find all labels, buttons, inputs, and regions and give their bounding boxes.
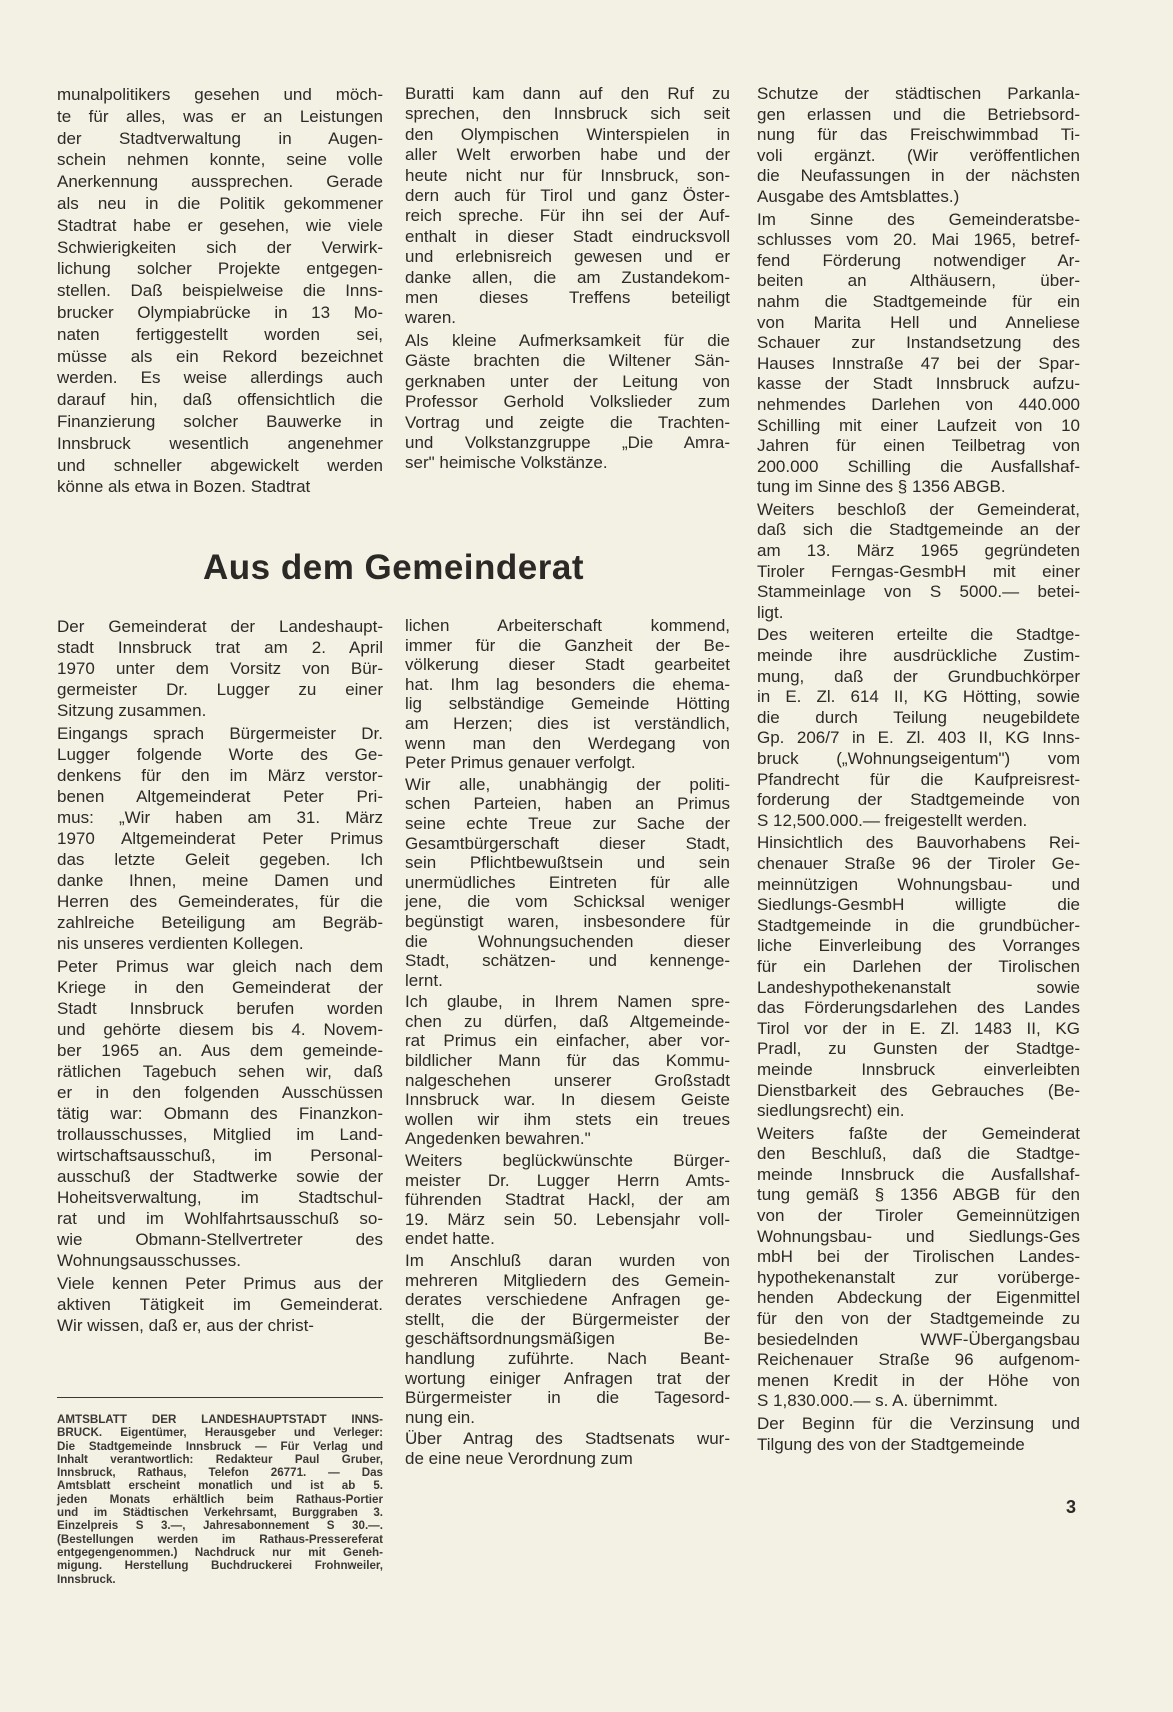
text-line: Gp. 206/7 in E. Zl. 403 II, KG Inns- — [757, 728, 1080, 748]
text-line: und schneller abgewickelt werden — [57, 455, 383, 475]
text-line: Schilling mit einer Laufzeit von 10 — [757, 415, 1080, 435]
column-left-top — [57, 84, 383, 498]
text-line: BRUCK. Eigentümer, Herausgeber und Verleger: — [57, 1426, 383, 1440]
text-line: naten fertiggestellt worden sei, — [57, 324, 383, 344]
text-line: jene, die vom Schicksal weniger — [405, 892, 730, 912]
text-line: Der Beginn für die Verzinsung und — [757, 1414, 1080, 1433]
text-line: geschäftsordnungsmäßigen Be- — [405, 1329, 730, 1349]
text-line: hat. Ihm lag besonders die ehema- — [405, 674, 730, 694]
text-line: Schauer zur Instandsetzung des — [757, 333, 1080, 353]
text-line: aller Welt erworben habe und der — [405, 145, 730, 165]
paragraph — [405, 331, 730, 474]
text-line: stadt Innsbruck trat am 2. April — [57, 638, 383, 657]
text-line: meinde ihre ausdrückliche Zustim- — [757, 646, 1080, 666]
text-line: te für alles, was er an Leistungen — [57, 106, 383, 126]
text-line: Reichenauer Straße 96 aufgenom- — [757, 1350, 1080, 1370]
text-line: als neu in die Politik gekommener — [57, 193, 383, 213]
text-line: Sitzung zusammen. — [57, 701, 207, 720]
text-line: danke Ihnen, meine Damen und — [57, 871, 383, 890]
text-line: rätlichen Tagebuch sehen wir, daß — [57, 1062, 383, 1081]
text-line: schlusses vom 20. Mai 1965, betref- — [757, 230, 1080, 250]
section-heading: Aus dem Gemeinderat — [203, 548, 584, 587]
text-line: voli ergänzt. (Wir veröffentlichen — [757, 145, 1080, 165]
text-line: bildlicher Mann für das Kommu- — [405, 1051, 730, 1071]
text-line: Innsbruck, Rathaus, Telefon 26771. — Das — [57, 1466, 383, 1480]
text-line: (Bestellungen werden im Rathaus-Pressereferat — [57, 1532, 383, 1546]
text-line: Hinsichtlich des Bauvorhabens Rei- — [757, 833, 1080, 853]
text-line: seine echte Treue zur Sache der — [405, 813, 730, 833]
text-line: die Wohnungsuchenden dieser — [405, 931, 730, 951]
text-line: Tirol vor der in E. Zl. 1483 II, KG — [757, 1018, 1080, 1038]
text-line: nung ein. — [405, 1407, 475, 1427]
text-line: aktiven Tätigkeit im Gemeinderat. — [57, 1295, 383, 1314]
text-line: munalpolitikers gesehen und möch- — [57, 85, 383, 104]
text-line: meister Dr. Lugger Herrn Amts- — [405, 1170, 730, 1190]
text-line: das letzte Geleit gegeben. Ich — [57, 850, 383, 869]
text-line: tätig war: Obmann des Finanzkon- — [57, 1104, 383, 1123]
text-line: Landeshypothekenanstalt sowie — [757, 977, 1080, 997]
text-line: müsse als ein Rekord bezeichnet — [57, 346, 383, 366]
text-line: Inhalt verantwortlich: Redakteur Paul Gruber, — [57, 1452, 383, 1466]
text-line: nung für das Freischwimmbad Ti- — [757, 125, 1080, 145]
text-line: heute nicht nur für Innsbruck, son- — [405, 165, 730, 185]
text-line: tung im Sinne des § 1356 ABGB. — [757, 477, 1006, 497]
text-line: Einzelpreis S 3.—, Jahresabonnement S 30.—. — [57, 1519, 383, 1533]
text-line: Tiroler Ferngas-GesmbH mit einer — [757, 561, 1080, 581]
text-line: germeister Dr. Lugger zu einer — [57, 680, 383, 699]
text-line: migung. Herstellung Buchdruckerei Frohnweiler, — [57, 1559, 383, 1573]
text-line: brucker Olympiabrücke in 13 Mo- — [57, 302, 383, 322]
text-line: Pfandrecht für die Kaufpreisrest- — [757, 769, 1080, 789]
text-line: 200.000 Schilling die Ausfallshaf- — [757, 456, 1080, 476]
text-line: Weiters beschloß der Gemeinderat, — [757, 499, 1080, 519]
paragraph — [405, 992, 730, 1149]
text-line: und gehörte diesem bis 4. Novem- — [57, 1020, 383, 1039]
text-line: Stammeinlage von S 5000.— betei- — [757, 582, 1080, 602]
text-line: Tilgung des von der Stadtgemeinde — [757, 1434, 1025, 1454]
text-line: stellen. Daß beispielweise die Inns- — [57, 281, 383, 301]
imprint-box — [57, 1413, 383, 1586]
text-line: der Stadtverwaltung in Augen- — [57, 128, 383, 148]
text-line: 19. März sein 50. Lebensjahr voll- — [405, 1209, 730, 1229]
text-line: mus: „Wir haben am 31. März — [57, 808, 383, 827]
text-line: nahm die Stadtgemeinde für ein — [757, 291, 1080, 311]
paragraph — [405, 84, 730, 329]
text-line: Jahren für einen Teilbetrag von — [757, 436, 1080, 456]
text-line: und erlebnisreich gewesen und er — [405, 247, 730, 267]
text-line: 1970 Altgemeinderat Peter Primus — [57, 829, 383, 848]
text-line: Finanzierung solcher Bauwerke in — [57, 411, 383, 431]
text-line: zahlreiche Beteiligung am Begräb- — [57, 913, 383, 932]
paragraph — [405, 1251, 730, 1427]
text-line: dern auch für Tirol und ganz Öster- — [405, 186, 730, 206]
text-line: Vortrag und zeigte die Trachten- — [405, 412, 730, 432]
text-line: denkens für den im März verstor- — [57, 766, 383, 785]
text-line: danke allen, die am Zustandekom- — [405, 267, 730, 287]
text-line: lernt. — [405, 970, 443, 990]
text-line: benen Altgemeinderat Peter Pri- — [57, 787, 383, 806]
text-line: er in den folgenden Ausschüssen — [57, 1083, 383, 1102]
text-line: sein Pflichtbewußtsein und sein — [405, 853, 730, 873]
paragraph — [757, 84, 1080, 208]
text-line: Weiters beglückwünschte Bürger- — [405, 1151, 730, 1171]
text-line: Über Antrag des Stadtsenats wur- — [405, 1429, 730, 1449]
text-line: wie Obmann-Stellvertreter des — [57, 1230, 383, 1249]
text-line: liche Einverleibung des Vorranges — [757, 936, 1080, 956]
text-line: chen zu dürfen, daß Altgemeinde- — [405, 1011, 730, 1031]
text-line: werden. Es weise allerdings auch — [57, 368, 383, 388]
text-line: Stadtrat habe er gesehen, wie viele — [57, 215, 383, 235]
text-line: Siedlungs-GesmbH willigte die — [757, 895, 1080, 915]
text-line: lichen Arbeiterschaft kommend, — [405, 616, 730, 635]
text-line: mbH bei der Tirolischen Landes- — [757, 1247, 1080, 1267]
text-line: die durch Teilung neugebildete — [757, 707, 1080, 727]
text-line: für den von der Stadtgemeinde zu — [757, 1309, 1080, 1329]
text-line: de eine neue Verordnung zum — [405, 1448, 633, 1468]
text-line: in E. Zl. 614 II, KG Hötting, sowie — [757, 687, 1080, 707]
text-line: Stadt, schätzen- und kennenge- — [405, 951, 730, 971]
paragraph — [405, 616, 730, 773]
text-line: den Beschluß, daß die Stadtge- — [757, 1144, 1080, 1164]
column-left-bottom — [57, 616, 383, 1336]
text-line: ber 1965 an. Aus dem gemeinde- — [57, 1041, 383, 1060]
text-line: Dienstbarkeit des Gebrauches (Be- — [757, 1080, 1080, 1100]
text-line: Gäste brachten die Wiltener Sän- — [405, 351, 730, 371]
text-line: forderung der Stadtgemeinde von — [757, 790, 1080, 810]
paragraph — [757, 500, 1080, 624]
text-line: am 13. März 1965 gegründeten — [757, 541, 1080, 561]
text-line: entgegengenommen.) Nachdruck nur mit Geneh- — [57, 1545, 383, 1559]
text-line: begünstigt waren, insbesondere für — [405, 911, 730, 931]
paragraph — [405, 1151, 730, 1249]
text-line: Innsbruck. — [57, 1572, 116, 1586]
text-line: menen Kredit in der Höhe von — [757, 1370, 1080, 1390]
text-line: ser" heimische Volkstänze. — [405, 453, 608, 473]
text-line: die Neufassungen in der nächsten — [757, 166, 1080, 186]
text-line: Hauses Innstraße 47 bei der Spar- — [757, 353, 1080, 373]
text-line: Wohnungsbau- und Siedlungs-Ges — [757, 1226, 1080, 1246]
text-line: besiedelnden WWF-Übergangsbau — [757, 1329, 1080, 1349]
text-line: Kriege in den Gemeinderat der — [57, 978, 383, 997]
text-line: Buratti kam dann auf den Ruf zu — [405, 84, 730, 103]
text-line: und Volkstanzgruppe „Die Amra- — [405, 432, 730, 452]
text-line: trollausschusses, Mitglied im Land- — [57, 1125, 383, 1144]
text-line: bruck („Wohnungseigentum") vom — [757, 749, 1080, 768]
text-line: nalgeschehen unserer Großstadt — [405, 1070, 730, 1090]
column-middle-top — [405, 84, 730, 474]
text-line: AMTSBLATT DER LANDESHAUPTSTADT INNS- — [57, 1413, 383, 1426]
text-line: jeden Monats erhältlich beim Rathaus-Portier — [57, 1492, 383, 1506]
text-line: gerknaben unter der Leitung von — [405, 371, 730, 391]
text-line: siedlungsrecht) ein. — [757, 1101, 905, 1121]
page-number: 3 — [1066, 1497, 1077, 1517]
paragraph — [57, 616, 383, 721]
text-line: men dieses Treffens beteiligt — [405, 288, 730, 308]
text-line: und im Städtischen Verkehrsamt, Burggraben 3. — [57, 1506, 383, 1520]
text-line: lichung solcher Projekte entgegen- — [57, 259, 383, 279]
text-line: Im Anschluß daran wurden von — [405, 1251, 730, 1270]
text-line: 1970 unter dem Vorsitz von Bür- — [57, 659, 383, 678]
text-line: von der Tiroler Gemeinnützigen — [757, 1206, 1080, 1226]
imprint-divider — [57, 1397, 383, 1398]
paragraph — [57, 1413, 383, 1586]
text-line: Innsbruck war. In diesem Geiste — [405, 1090, 730, 1110]
column-right — [757, 84, 1080, 1455]
text-line: daß sich die Stadtgemeinde an der — [757, 520, 1080, 540]
text-line: Peter Primus genauer verfolgt. — [405, 753, 636, 773]
text-line: meinnützigen Wohnungsbau- und — [757, 874, 1080, 894]
text-line: Pradl, zu Gunsten der Stadtge- — [757, 1039, 1080, 1059]
text-line: rat und im Wohlfahrtsausschuß so- — [57, 1209, 383, 1228]
text-line: wenn man den Werdegang von — [405, 733, 730, 753]
text-line: Hoheitsverwaltung, im Stadtschul- — [57, 1188, 383, 1207]
text-line: Innsbruck wesentlich angenehmer — [57, 433, 383, 453]
paragraph — [405, 775, 730, 991]
text-line: führenden Stadtrat Hackl, der am — [405, 1190, 730, 1210]
text-line: Wir wissen, daß er, aus der christ- — [57, 1316, 314, 1335]
text-line: meinde Innsbruck einverleibten — [757, 1059, 1080, 1079]
text-line: Im Sinne des Gemeinderatsbe- — [757, 209, 1080, 229]
text-line: wortung einiger Anfragen trat der — [405, 1368, 730, 1388]
text-line: Ausgabe des Amtsblattes.) — [757, 186, 960, 206]
text-line: schen Parteien, haben an Primus — [405, 794, 730, 814]
text-line: Herren des Gemeinderates, für die — [57, 892, 383, 911]
text-line: tung gemäß § 1356 ABGB für den — [757, 1185, 1080, 1205]
text-line: wollen wir ihm stets ein treues — [405, 1109, 730, 1129]
text-line: lig selbständige Gemeinde Hötting — [405, 694, 730, 714]
text-line: meinde Innsbruck die Ausfallshaf- — [757, 1164, 1080, 1184]
text-line: endet hatte. — [405, 1229, 495, 1249]
text-line: Viele kennen Peter Primus aus der — [57, 1274, 383, 1293]
text-line: für ein Darlehen der Tirolischen — [757, 956, 1080, 976]
text-line: Des weiteren erteilte die Stadtge- — [757, 625, 1080, 645]
text-line: immer für die Ganzheit der Be- — [405, 635, 730, 655]
text-line: am Herzen; dies ist verständlich, — [405, 713, 730, 733]
paragraph — [57, 1273, 383, 1336]
text-line: handlung zuführte. Nach Beant- — [405, 1348, 730, 1368]
text-line: völkerung dieser Stadt gearbeitet — [405, 655, 730, 675]
text-line: Peter Primus war gleich nach dem — [57, 957, 383, 976]
text-line: darauf hin, daß offensichtlich die — [57, 390, 383, 410]
text-line: Wohnungsausschusses. — [57, 1251, 241, 1270]
text-line: ligt. — [757, 602, 784, 622]
text-line: Ich glaube, in Ihrem Namen spre- — [405, 992, 730, 1012]
text-line: schein nehmen konnte, seine volle — [57, 150, 383, 170]
text-line: Schwierigkeiten sich der Verwirk- — [57, 237, 383, 257]
text-line: gen erlassen und die Betriebsord- — [757, 104, 1080, 124]
text-line: Anerkennung aussprechen. Gerade — [57, 172, 383, 192]
text-line: mehreren Mitgliedern des Gemein- — [405, 1270, 730, 1290]
text-line: den Olympischen Winterspielen in — [405, 124, 730, 144]
text-line: Schutze der städtischen Parkanla- — [757, 84, 1080, 103]
text-line: wirtschaftsausschuß, im Personal- — [57, 1146, 383, 1165]
text-line: nehmendes Darlehen von 440.000 — [757, 394, 1080, 414]
paragraph — [57, 84, 383, 498]
paragraph — [757, 833, 1080, 1121]
text-line: kasse der Stadt Innsbruck aufzu- — [757, 374, 1080, 394]
paragraph — [57, 956, 383, 1271]
text-line: enthalt in dieser Stadt eindrucksvoll — [405, 226, 730, 246]
text-line: Weiters faßte der Gemeinderat — [757, 1123, 1080, 1143]
text-line: könne als etwa in Bozen. Stadtrat — [57, 477, 311, 497]
paragraph — [757, 1414, 1080, 1455]
text-line: Als kleine Aufmerksamkeit für die — [405, 330, 730, 350]
text-line: fend Förderung notwendiger Ar- — [757, 250, 1080, 270]
paragraph — [757, 625, 1080, 831]
text-line: Amtsblatt erscheint monatlich und ist ab 5. — [57, 1479, 383, 1493]
text-line: Eingangs sprach Bürgermeister Dr. — [57, 724, 383, 743]
text-line: Gesamtbürgerschaft dieser Stadt, — [405, 833, 730, 853]
text-line: waren. — [405, 308, 457, 328]
text-line: derates verschiedene Anfragen ge- — [405, 1290, 730, 1310]
paragraph — [57, 723, 383, 954]
text-line: beiten an Althäusern, über- — [757, 271, 1080, 291]
text-line: Lugger folgende Worte des Ge- — [57, 745, 383, 764]
text-line: reich spreche. Für ihn sei der Auf- — [405, 206, 730, 226]
text-line: stellt, die der Bürgermeister der — [405, 1309, 730, 1329]
text-line: Die Stadtgemeinde Innsbruck — Für Verlag und — [57, 1439, 383, 1453]
column-middle-bottom — [405, 616, 730, 1469]
text-line: Stadt Innsbruck berufen worden — [57, 999, 383, 1018]
text-line: sprechen, den Innsbruck sich seit — [405, 104, 730, 124]
text-line: Stadtgemeinde in die grundbücher- — [757, 915, 1080, 935]
text-line: nis unseres verdienten Kollegen. — [57, 934, 304, 953]
text-line: henden Abdeckung der Eigenmittel — [757, 1288, 1080, 1308]
paragraph — [757, 210, 1080, 498]
text-line: Wir alle, unabhängig der politi- — [405, 774, 730, 794]
text-line: Professor Gerhold Volkslieder zum — [405, 392, 730, 412]
text-line: hypothekenanstalt zur vorüberge- — [757, 1267, 1080, 1287]
text-line: Bürgermeister in die Tagesord- — [405, 1388, 730, 1408]
text-line: rat Primus ein einfacher, aber vor- — [405, 1031, 730, 1051]
paragraph — [757, 1124, 1080, 1412]
text-line: ausschuß der Stadtwerke sowie der — [57, 1167, 383, 1186]
text-line: Angedenken bewahren." — [405, 1129, 591, 1149]
text-line: unermüdliches Eintreten für alle — [405, 872, 730, 892]
text-line: chenauer Straße 96 der Tiroler Ge- — [757, 853, 1080, 873]
text-line: S 1,830.000.— s. A. übernimmt. — [757, 1391, 998, 1411]
paragraph — [405, 1429, 730, 1468]
text-line: Der Gemeinderat der Landeshaupt- — [57, 617, 383, 636]
text-line: S 12,500.000.— freigestellt werden. — [757, 810, 1028, 830]
text-line: von Marita Hell und Anneliese — [757, 312, 1080, 332]
text-line: mung, daß der Grundbuchkörper — [757, 666, 1080, 686]
text-line: das Förderungsdarlehen des Landes — [757, 998, 1080, 1018]
